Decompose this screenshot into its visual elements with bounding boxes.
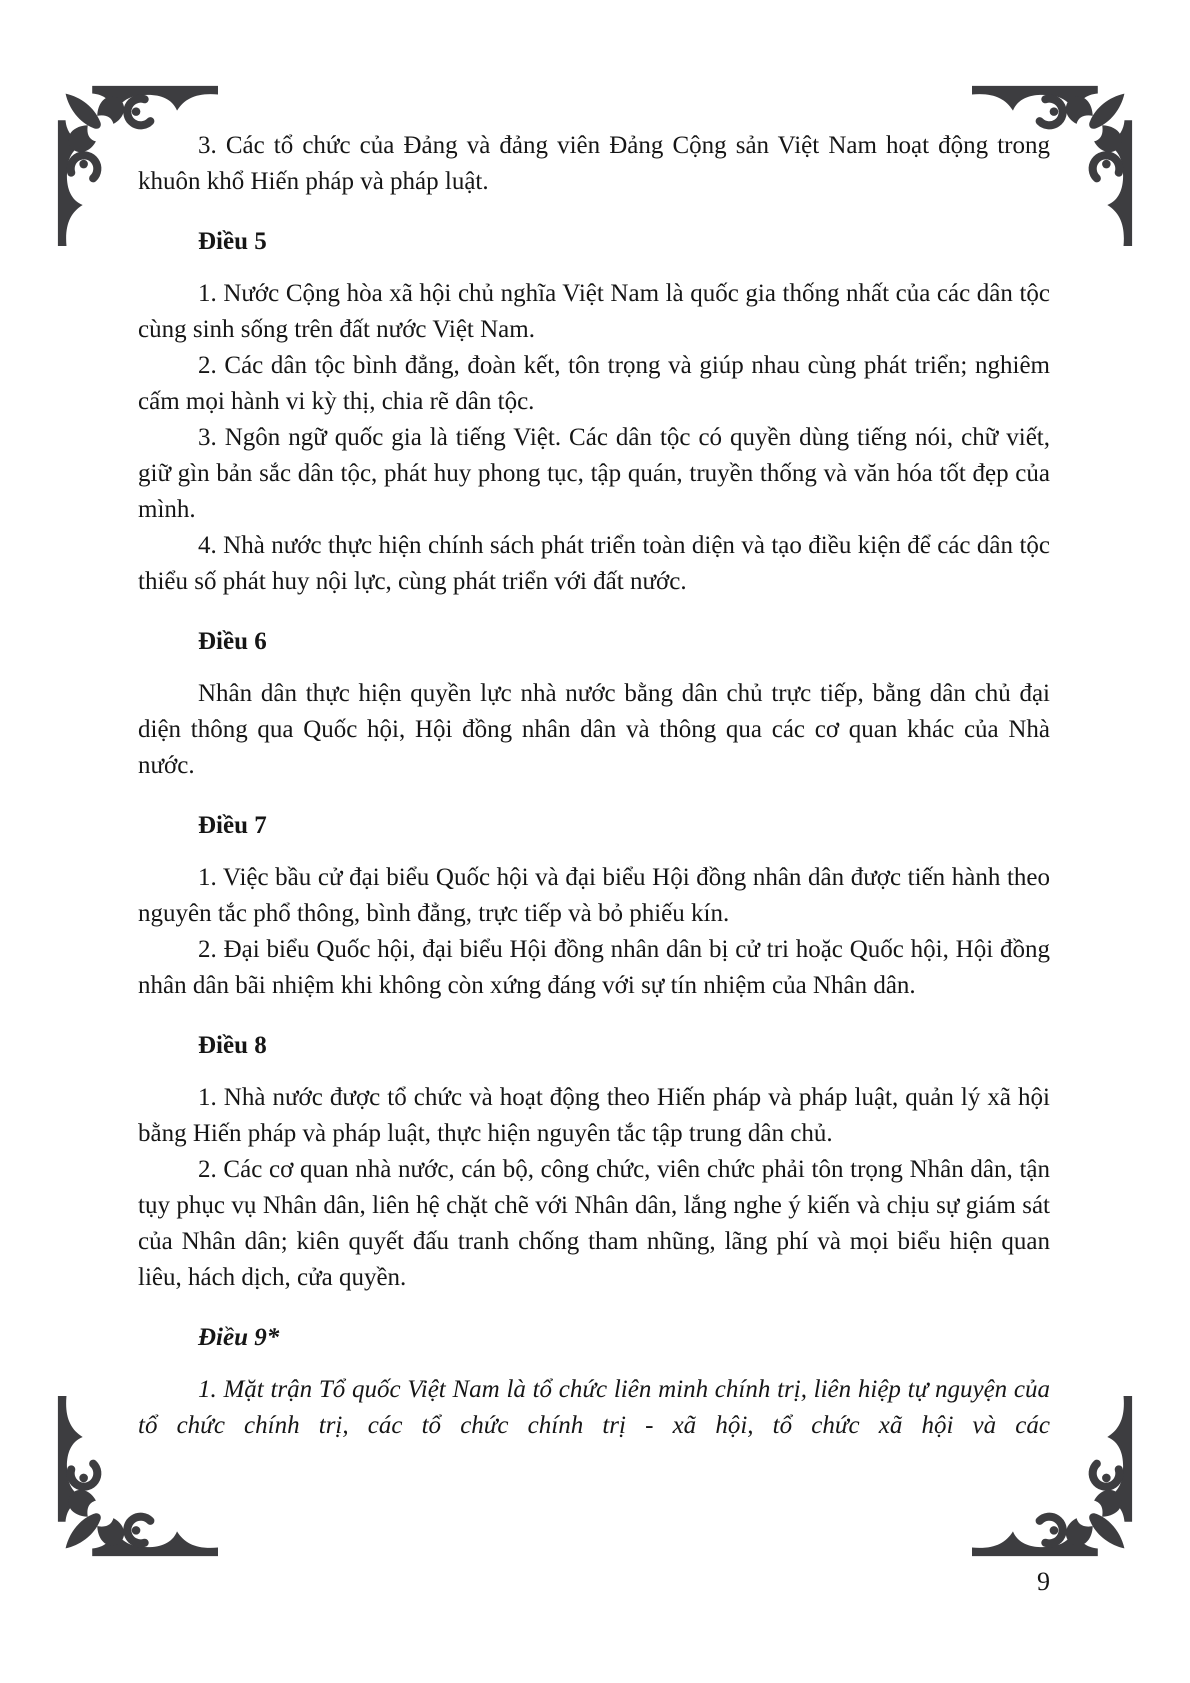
article-5-clause-3: 3. Ngôn ngữ quốc gia là tiếng Việt. Các dân tộc có quyền dùng tiếng nói, chữ viết, giữ gìn bản sắc dân tộc, phát huy phong tục, tập quán, truyền thống và văn hóa tốt đẹp của mình.: [138, 424, 1050, 523]
article-9-clause-1: 1. Mặt trận Tổ quốc Việt Nam là tổ chức liên minh chính trị, liên hiệp tự nguyện của tổ chức chính trị, các tổ chức chính trị - xã hội, tổ chức xã hội và các: [138, 1376, 1050, 1439]
article-5-heading: Điều 5: [198, 228, 267, 255]
article-5-clause-4: 4. Nhà nước thực hiện chính sách phát triển toàn diện và tạo điều kiện để các dân tộc thiểu số phát huy nội lực, cùng phát triển với đất nước.: [138, 532, 1050, 595]
article-8-clause-1: 1. Nhà nước được tổ chức và hoạt động theo Hiến pháp và pháp luật, quản lý xã hội bằng Hiến pháp và pháp luật, thực hiện nguyên tắc tập trung dân chủ.: [138, 1084, 1050, 1147]
article-8-clause-2: 2. Các cơ quan nhà nước, cán bộ, công chức, viên chức phải tôn trọng Nhân dân, tận tụy phục vụ Nhân dân, liên hệ chặt chẽ với Nhân dân, lắng nghe ý kiến và chịu sự giám sát của Nhân dân; kiên quyết đấu tranh chống tham nhũng, lãng phí và mọi biểu hiện quan liêu, hách dịch, cửa quyền.: [138, 1156, 1050, 1291]
article-8-heading: Điều 8: [198, 1032, 267, 1059]
article-4-clause-3: 3. Các tổ chức của Đảng và đảng viên Đảng Cộng sản Việt Nam hoạt động trong khuôn khổ Hiến pháp và pháp luật.: [138, 132, 1050, 195]
article-7-clause-1: 1. Việc bầu cử đại biểu Quốc hội và đại biểu Hội đồng nhân dân được tiến hành theo nguyên tắc phổ thông, bình đẳng, trực tiếp và bỏ phiếu kín.: [138, 864, 1050, 927]
article-6-heading: Điều 6: [198, 628, 267, 655]
article-5-clause-2: 2. Các dân tộc bình đẳng, đoàn kết, tôn trọng và giúp nhau cùng phát triển; nghiêm cấm mọi hành vi kỳ thị, chia rẽ dân tộc.: [138, 352, 1050, 415]
page-number: 9: [1037, 1567, 1050, 1596]
article-5-clause-1: 1. Nước Cộng hòa xã hội chủ nghĩa Việt Nam là quốc gia thống nhất của các dân tộc cùng sinh sống trên đất nước Việt Nam.: [138, 280, 1050, 343]
article-7-clause-2: 2. Đại biểu Quốc hội, đại biểu Hội đồng nhân dân bị cử tri hoặc Quốc hội, Hội đồng nhân dân bãi nhiệm khi không còn xứng đáng với sự tín nhiệm của Nhân dân.: [138, 936, 1050, 999]
article-7-heading: Điều 7: [198, 812, 267, 839]
page-body-text: [138, 128, 1050, 1444]
article-9-heading: Điều 9*: [198, 1324, 280, 1351]
article-6-body: Nhân dân thực hiện quyền lực nhà nước bằng dân chủ trực tiếp, bằng dân chủ đại diện thông qua Quốc hội, Hội đồng nhân dân và thông qua các cơ quan khác của Nhà nước.: [138, 680, 1050, 779]
